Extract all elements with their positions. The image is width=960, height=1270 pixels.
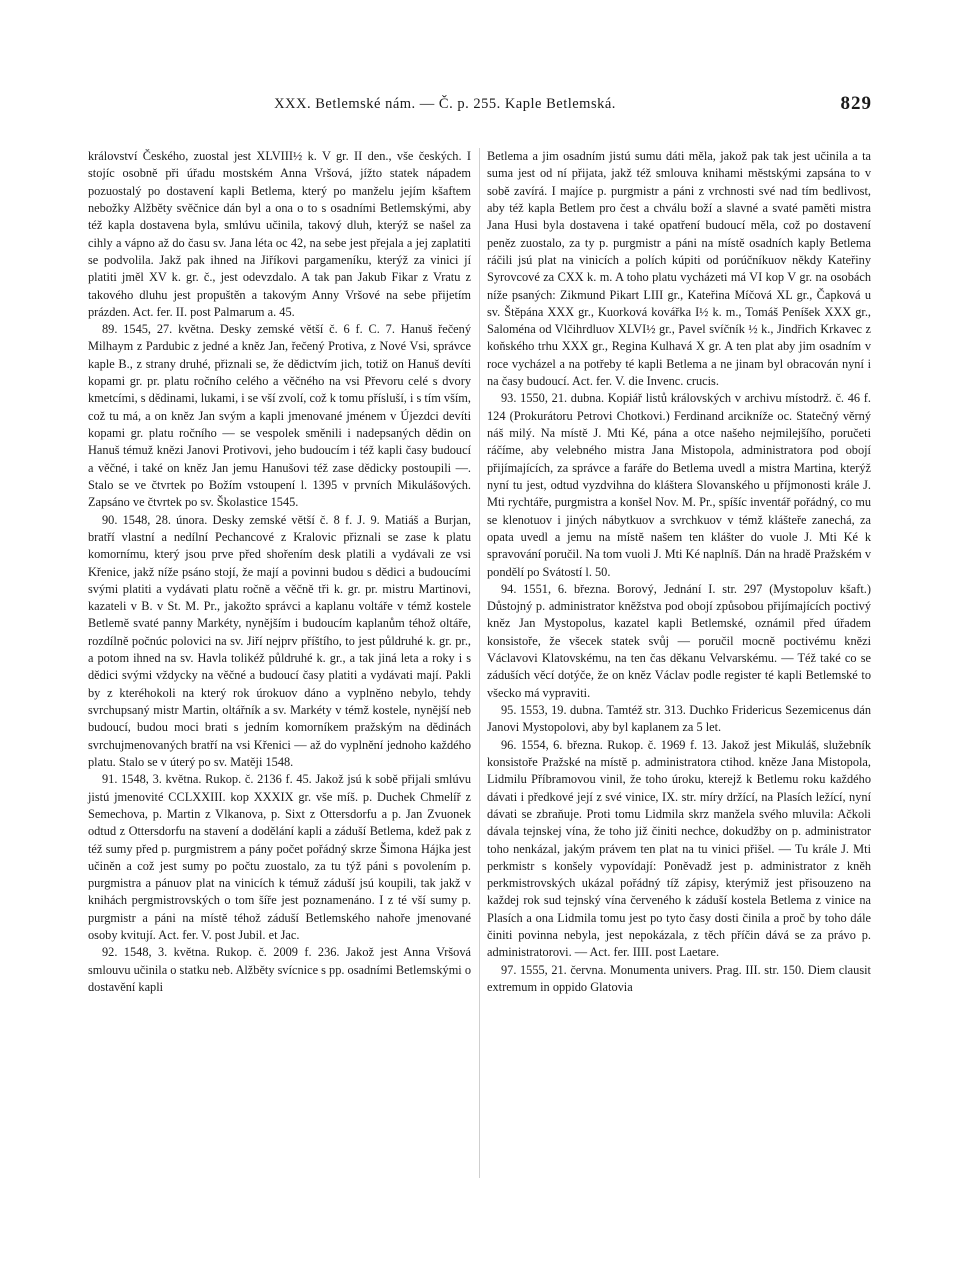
entry-96: 96. 1554, 6. března. Rukop. č. 1969 f. 13. Jakož jest Mikuláš, služebník konsistoře Pražské na místě p. administratora ctihod. kněze Jana Mistopola, Lidmilu Příbramovou vinil, že toho úroku, kterejž k Betlemu roku každého dávati i předkové její z své vinice, IX. str. míry držící, na Plasích ležící, nyní dávati se zbraňuje. Proti tomu Lidmila skrz manžela svého mluvila: Ačkoli dávala tejnskej vína, že toho již činiti nechce, dokudžby on p. administrator toho nenkázal, jakým právem ten plat na tu vinici přišel. — Tu krále J. Mti perkmistr s konšely vypovídají: Poněvadž jest p. administrator z kněh perkmistrovských ukázal pořádný tíž zápisy, kterýmiž jest přisouzeno na každej rok sud tejnský vína červeného k záduší kostela Betlema z vinice na Plasích a ona Lidmila tomu jest po tyto časy dosti činila a proč by toho dále činiti povinna nebyla, jest nepokázala, z těch příčin dává se za právo p. administratorovi. — Act. fer. IIII. post Laetare. xyxy=(487,737,871,960)
left-column xyxy=(88,148,471,996)
right-column xyxy=(487,148,871,996)
entry-92: 92. 1548, 3. května. Rukop. č. 2009 f. 236. Jakož jest Anna Vršová smlouvu učinila o statku neb. Alžběty svícnice s pp. osadními Betlemskými o dostavění kapli xyxy=(88,945,471,994)
paragraph: království Českého, zuostal jest XLVIII½ k. V gr. II den., vše českých. I stojíc osobně při úřadu mostském Anna Vršová, jížto statek nápadem pozuostalý po dostavení kapli Betlema, který po manželu jejím kšaftem nebožky Alžběty svěčnice dán byl a ona o to s osadními Betlemskými, aby též kapla dostavena byla, smlúvu učinila, takový dluh, kterýž se našel za cihly a vápno až do času sv. Jana léta oc 42, na sebe jest přejala a jej zaplatiti se podvolila. Jakž pak ihned na Jiříkovi pargameníku, kterýž za vinici jí platiti jměl XV k. gr. č., jest odevzdalo. A tak pan Jakub Fikar z Vratu z takového dluhu jest propuštěn a takovým Anny Vršové na sebe přijetím prázden. Act. fer. II. post Palmarum a. 45. xyxy=(88,149,471,319)
entry-97: 97. 1555, 21. června. Monumenta univers. Prag. III. str. 150. Diem clausit extremum in oppido Glatovia xyxy=(487,962,871,994)
entry-91: 91. 1548, 3. května. Rukop. č. 2136 f. 45. Jakož jsú k sobě přijali smlúvu jistú jmenovité CCLXXIII. kop XXXIX gr. vše míš. p. Duchek Chmelíř z Semechova, p. Martin z Vlkanova, p. Sixt z Ottersdorfu a p. Jan Zvuonek odtud z Ottersdorfu na stavení a dodělání kapli a záduší Betlema, kdež pak z též sumy před p. purgmistrem a pány počet pořádný skrze Šimona Hájka jest učiněn a což jest sumy po počtu zuostalo, za tu týž páni s povolením p. purgmistra a pánuov plat na vinicích k témuž záduší jsú koupili, tak jakž v knihách pergmistrovských o tom šíře jest poznamenáno. I z té vší sumy p. purgmistr a páni na místě téhož záduší Betlemského nahoře jmenované osoby kvitují. Act. fer. V. post Jubil. et Jac. xyxy=(88,772,471,943)
running-head: XXX. Betlemské nám. — Č. p. 255. Kaple Betlemská. xyxy=(274,96,616,112)
entry-89: 89. 1545, 27. května. Desky zemské větší č. 6 f. C. 7. Hanuš řečený Milhaym z Pardubic z jedné a kněz Jan, řečený Protiva, z Nové Vsi, správce kaple B., z strany druhé, přiznali se, že dědictvím jich, totiž on Hanuš devíti kopami gr. pr. platu ročního celého a věčného na vsi Převoru celé s dvory kmetcími, s dědinami, lukami, i se vší zvolí, což k tomu přísluší, i s tím vším, což tu má, a on kněz Jan svým a kapli jmenované jménem v Újezdci devíti kopami gr. platu ročního — se vespolek směnili i nadepsaných dědin on Hanuš témuž knězi Janovi Protivovi, jeho budoucím i též kapli časy budoucí a věčné, i také on kněz Jan jemu Hanušovi též zase dědicky postoupili —. Stalo se ve čtvrtek po Božím vstoupení l. 1395 v prvních Mikulášových. Zapsáno ve čtvrtek po sv. Školastice 1545. xyxy=(88,322,471,510)
entry-94: 94. 1551, 6. března. Borový, Jednání I. str. 297 (Mystopoluv kšaft.) Důstojný p. administrator kněžstva pod obojí způsobou přijímajících poctivý kněz Jan Mystopolus, kazatel kapli Betlemské, oznámil před úřadem konsistoře, že všecek statek svůj — poručil mocně poctivému knězi Václavovi Klatovskému, na ten čas děkanu Velvarskému. — Též také co se záduších věcí dotýče, že on kněz Václav podle register té kapli Betlemské to všecko má vypraviti. xyxy=(487,581,871,700)
paragraph: Betlema a jim osadním jistú sumu dáti měla, jakož pak tak jest učinila a ta suma jest od ní přijata, jakž též smlouva knihami městskými zapsána to v sobě zavírá. I majíce p. purgmistr a páni z vrchnosti své nad tím bedlivost, aby též kapla Betlem pro čest a chválu boží a slavné a svaté paměti mistra Jana Husi byla dostavena i také opatření budoucí měla, což po dostavení peněz zuostalo, za ty p. purgmistr a páni na místě osadních kaply Betlema ráčili jsú plat na vinicích a polích kúpiti od porúčníkuov někdy Kateřiny Syrovcové za CXX k. m. A toho platu vycházeti má VI kop V gr. na osobách níže psaných: Zikmund Pikart LIII gr., Kateřina Míčová XL gr., Čapková u sv. Štěpána XXX gr., Kuorková kovářka I½ k. m., Tomáš Peníšek XXX gr., Saloména od Vlčihrdluov XLVI½ gr., Pavel svíčník ½ k., Jindřich Krkavec z koňského trhu XXX gr., Regina Kulhavá X gr. A ten plat aby jim osadním v roce vycházel a na potřeby té kapli Betlema a ne jinam byl obracován nyní i na časy budoucí. Act. fer. V. die Invenc. crucis. xyxy=(487,149,871,389)
page-header xyxy=(88,93,872,120)
entry-95: 95. 1553, 19. dubna. Tamtéž str. 313. Duchko Fridericus Sezemicenus dán Janovi Mystopolovi, aby byl kaplanem za 5 let. xyxy=(487,703,871,735)
entry-90: 90. 1548, 28. února. Desky zemské větší č. 8 f. J. 9. Matiáš a Burjan, bratří vlastní a nedílní Pechancové z Kralovic přiznali se zase k platu komornímu, který jsou prve před shořením desk platili a vydávali ze vsi Křenice, jakž níže psáno stojí, že mají a povinni budou s dědici a budoucími svými platiti a vydávati platu ročně a věčně tři k. gr. pr. mistru Martinovi, kazateli v B. v St. M. Pr., jakožto správci a kaplanu voltáře v témž kostele Betlemě svaté panny Markéty, nynějším i budoucím kaplanům téhož oltáře, rozdílně počnúc polovici na sv. Jiří nejprv příštího, to jest půldruhé k. gr. pr., a potom ihned na sv. Havla tolikéž půldruhé k. gr., a tak jiná leta a roky i s dědici svými vždycky na věčné a budoucí časy platiti a vydávati mají. Pakli by z kteréhokoli na který rok úrokuov dáno a vyplněno nebylo, tehdy svrchupsaný mistr Martin, oltářník a sv. Markéty v témž kostele, nynější neb budoucí, budou moci brati s jedním komorníkem pražským na dědinách svrchujmenovaných bratří na vsi Křenici — až do vyplnění jednoho každého platu. Stalo se v úterý po sv. Matěji 1548. xyxy=(88,512,471,769)
page-number: 829 xyxy=(840,93,872,114)
column-divider xyxy=(479,148,480,1178)
entry-93: 93. 1550, 21. dubna. Kopiář listů královských v archivu místodrž. č. 46 f. 124 (Prokurátoru Petrovi Chotkovi.) Ferdinand arcikníže oc. Statečný věrný náš milý. Na místě J. Mti Ké, pána a otce našeho nejmilejšího, poručeti ráčíme, aby velebného mistra Jana Mistopola, administratora pod obojí přijímajících, za správce a faráře do Betlema uvedl a mistra Martina, kterýž nyní tu jest, odtud vyzdvihna do kláštera Slovanského u příjmonosti krále J. Mti rychtáře, purgmistra a konšel Nov. M. Pr., spíšíc inventář pořádný, co mu se klenotuov i jiných nábytkuov a svrchkuov v témž klášteře zanechá, za opata uvedl a jemu na místě našem ten klášter do vuole J. Mti Ké k spravování poručil. Na tom vuoli J. Mti Ké naplníš. Dán na hradě Pražském v pondělí po Svátostí l. 50. xyxy=(487,391,871,579)
